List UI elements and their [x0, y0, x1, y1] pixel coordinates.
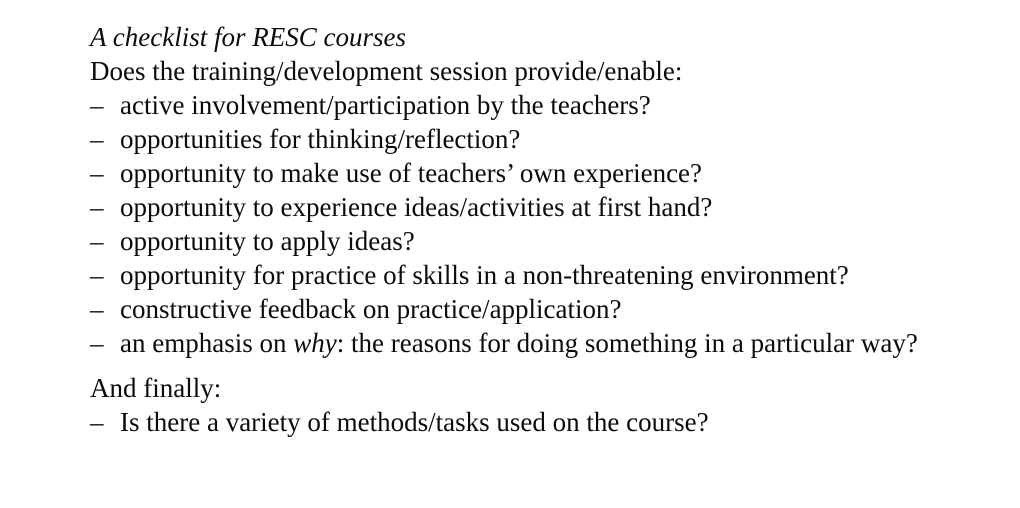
list-item [90, 190, 990, 224]
checklist-intro: Does the training/development session provide/enable: [90, 56, 683, 86]
dash-marker: – [90, 158, 104, 188]
emphasis-word: why [293, 328, 337, 358]
list-item-text: constructive feedback on practice/application? [120, 294, 622, 324]
list-item-text: opportunities for thinking/reflection? [120, 124, 521, 154]
list-item [90, 156, 990, 190]
dash-marker: – [90, 407, 104, 437]
document-page [90, 20, 990, 439]
cut-off-text-line [100, 500, 980, 508]
list-item [90, 88, 990, 122]
checklist-title: A checklist for RESC courses [90, 22, 406, 52]
list-item-emphasis [90, 326, 990, 360]
list-item [90, 122, 990, 156]
list-item [90, 405, 990, 439]
list-item-text: opportunity to experience ideas/activities at first hand? [120, 192, 713, 222]
dash-marker: – [90, 260, 104, 290]
dash-marker: – [90, 328, 104, 358]
emphasis-before: an emphasis on [120, 328, 294, 358]
checklist-list [90, 88, 990, 360]
list-item [90, 292, 990, 326]
dash-marker: – [90, 226, 104, 256]
final-list [90, 405, 990, 439]
dash-marker: – [90, 90, 104, 120]
list-item [90, 258, 990, 292]
list-item-text: opportunity to make use of teachers’ own experience? [120, 158, 703, 188]
dash-marker: – [90, 294, 104, 324]
list-item-text: opportunity to apply ideas? [120, 226, 415, 256]
list-item-text: active involvement/participation by the teachers? [120, 90, 651, 120]
list-item [90, 224, 990, 258]
list-item-text: opportunity for practice of skills in a non-threatening environment? [120, 260, 849, 290]
emphasis-item-text [120, 326, 1000, 360]
dash-marker: – [90, 192, 104, 222]
dash-marker: – [90, 124, 104, 154]
emphasis-after: : the reasons for doing something in a particular way? [336, 328, 918, 358]
list-item-text: Is there a variety of methods/tasks used on the course? [120, 407, 709, 437]
finally-heading: And finally: [90, 373, 222, 403]
